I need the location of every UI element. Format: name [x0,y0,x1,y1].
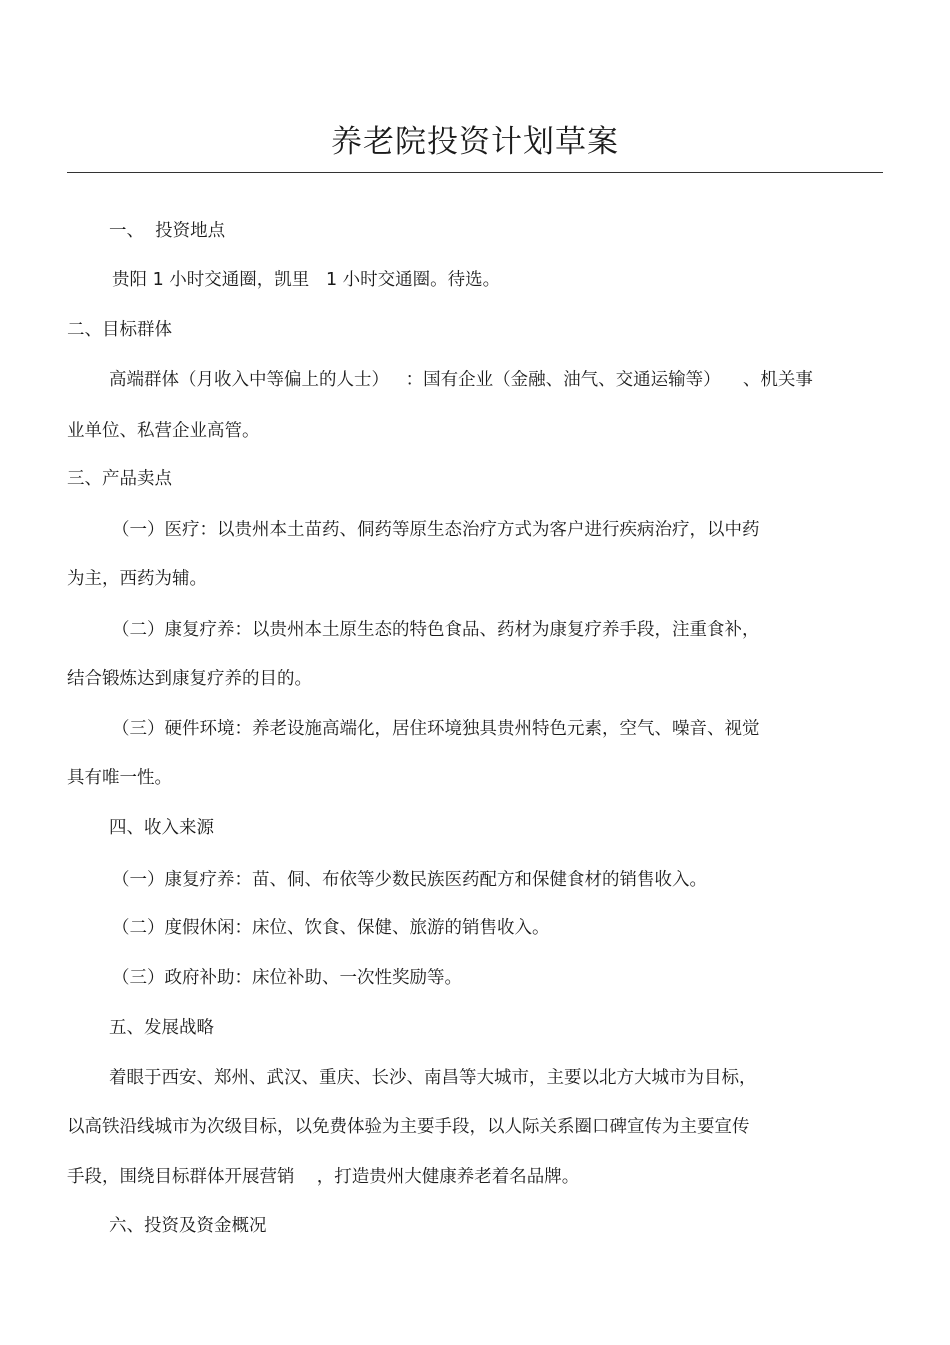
strategy-paragraph-line-2: 以高铁沿线城市为次级目标，以免费体验为主要手段，以人际关系圈口碑宣传为主要宣传 [67,1117,750,1137]
section-heading-strategy: 五、发展战略 [109,1018,214,1038]
strategy-paragraph-line-3: 手段，围绕目标群体开展营销 ，打造贵州大健康养老着名品牌。 [67,1167,580,1187]
page-title: 养老院投资计划草案 [331,124,619,160]
section-heading-location: 一、 投资地点 [109,221,226,241]
revenue-item-3: （三）政府补助：床位补助、一次性奖励等。 [112,968,462,988]
target-paragraph-line-2: 业单位、私营企业高管。 [67,421,260,441]
title-divider [67,172,883,173]
section-heading-revenue: 四、收入来源 [109,818,214,838]
revenue-item-2: （二）度假休闲：床位、饮食、保健、旅游的销售收入。 [112,918,550,938]
section-heading-selling-points: 三、产品卖点 [67,469,172,489]
location-paragraph: 贵阳 1 小时交通圈，凯里 1 小时交通圈。待选。 [112,270,501,290]
section-heading-target: 二、目标群体 [67,320,172,340]
section-heading-investment: 六、投资及资金概况 [109,1216,267,1236]
selling-point-1-line-1: （一）医疗：以贵州本土苗药、侗药等原生态治疗方式为客户进行疾病治疗，以中药 [112,520,760,540]
selling-point-2-line-2: 结合锻炼达到康复疗养的目的。 [67,669,312,689]
target-paragraph-line-1: 高端群体（月收入中等偏上的人士） ：国有企业（金融、油气、交通运输等） 、机关事 [109,370,813,390]
selling-point-3-line-1: （三）硬件环境：养老设施高端化，居住环境独具贵州特色元素，空气、噪音、视觉 [112,719,760,739]
selling-point-1-line-2: 为主，西药为辅。 [67,569,207,589]
strategy-paragraph-line-1: 着眼于西安、郑州、武汉、重庆、长沙、南昌等大城市，主要以北方大城市为目标， [109,1068,757,1088]
revenue-item-1: （一）康复疗养：苗、侗、布依等少数民族医药配方和保健食材的销售收入。 [112,870,707,890]
selling-point-3-line-2: 具有唯一性。 [67,768,172,788]
selling-point-2-line-1: （二）康复疗养：以贵州本土原生态的特色食品、药材为康复疗养手段，注重食补， [112,620,760,640]
